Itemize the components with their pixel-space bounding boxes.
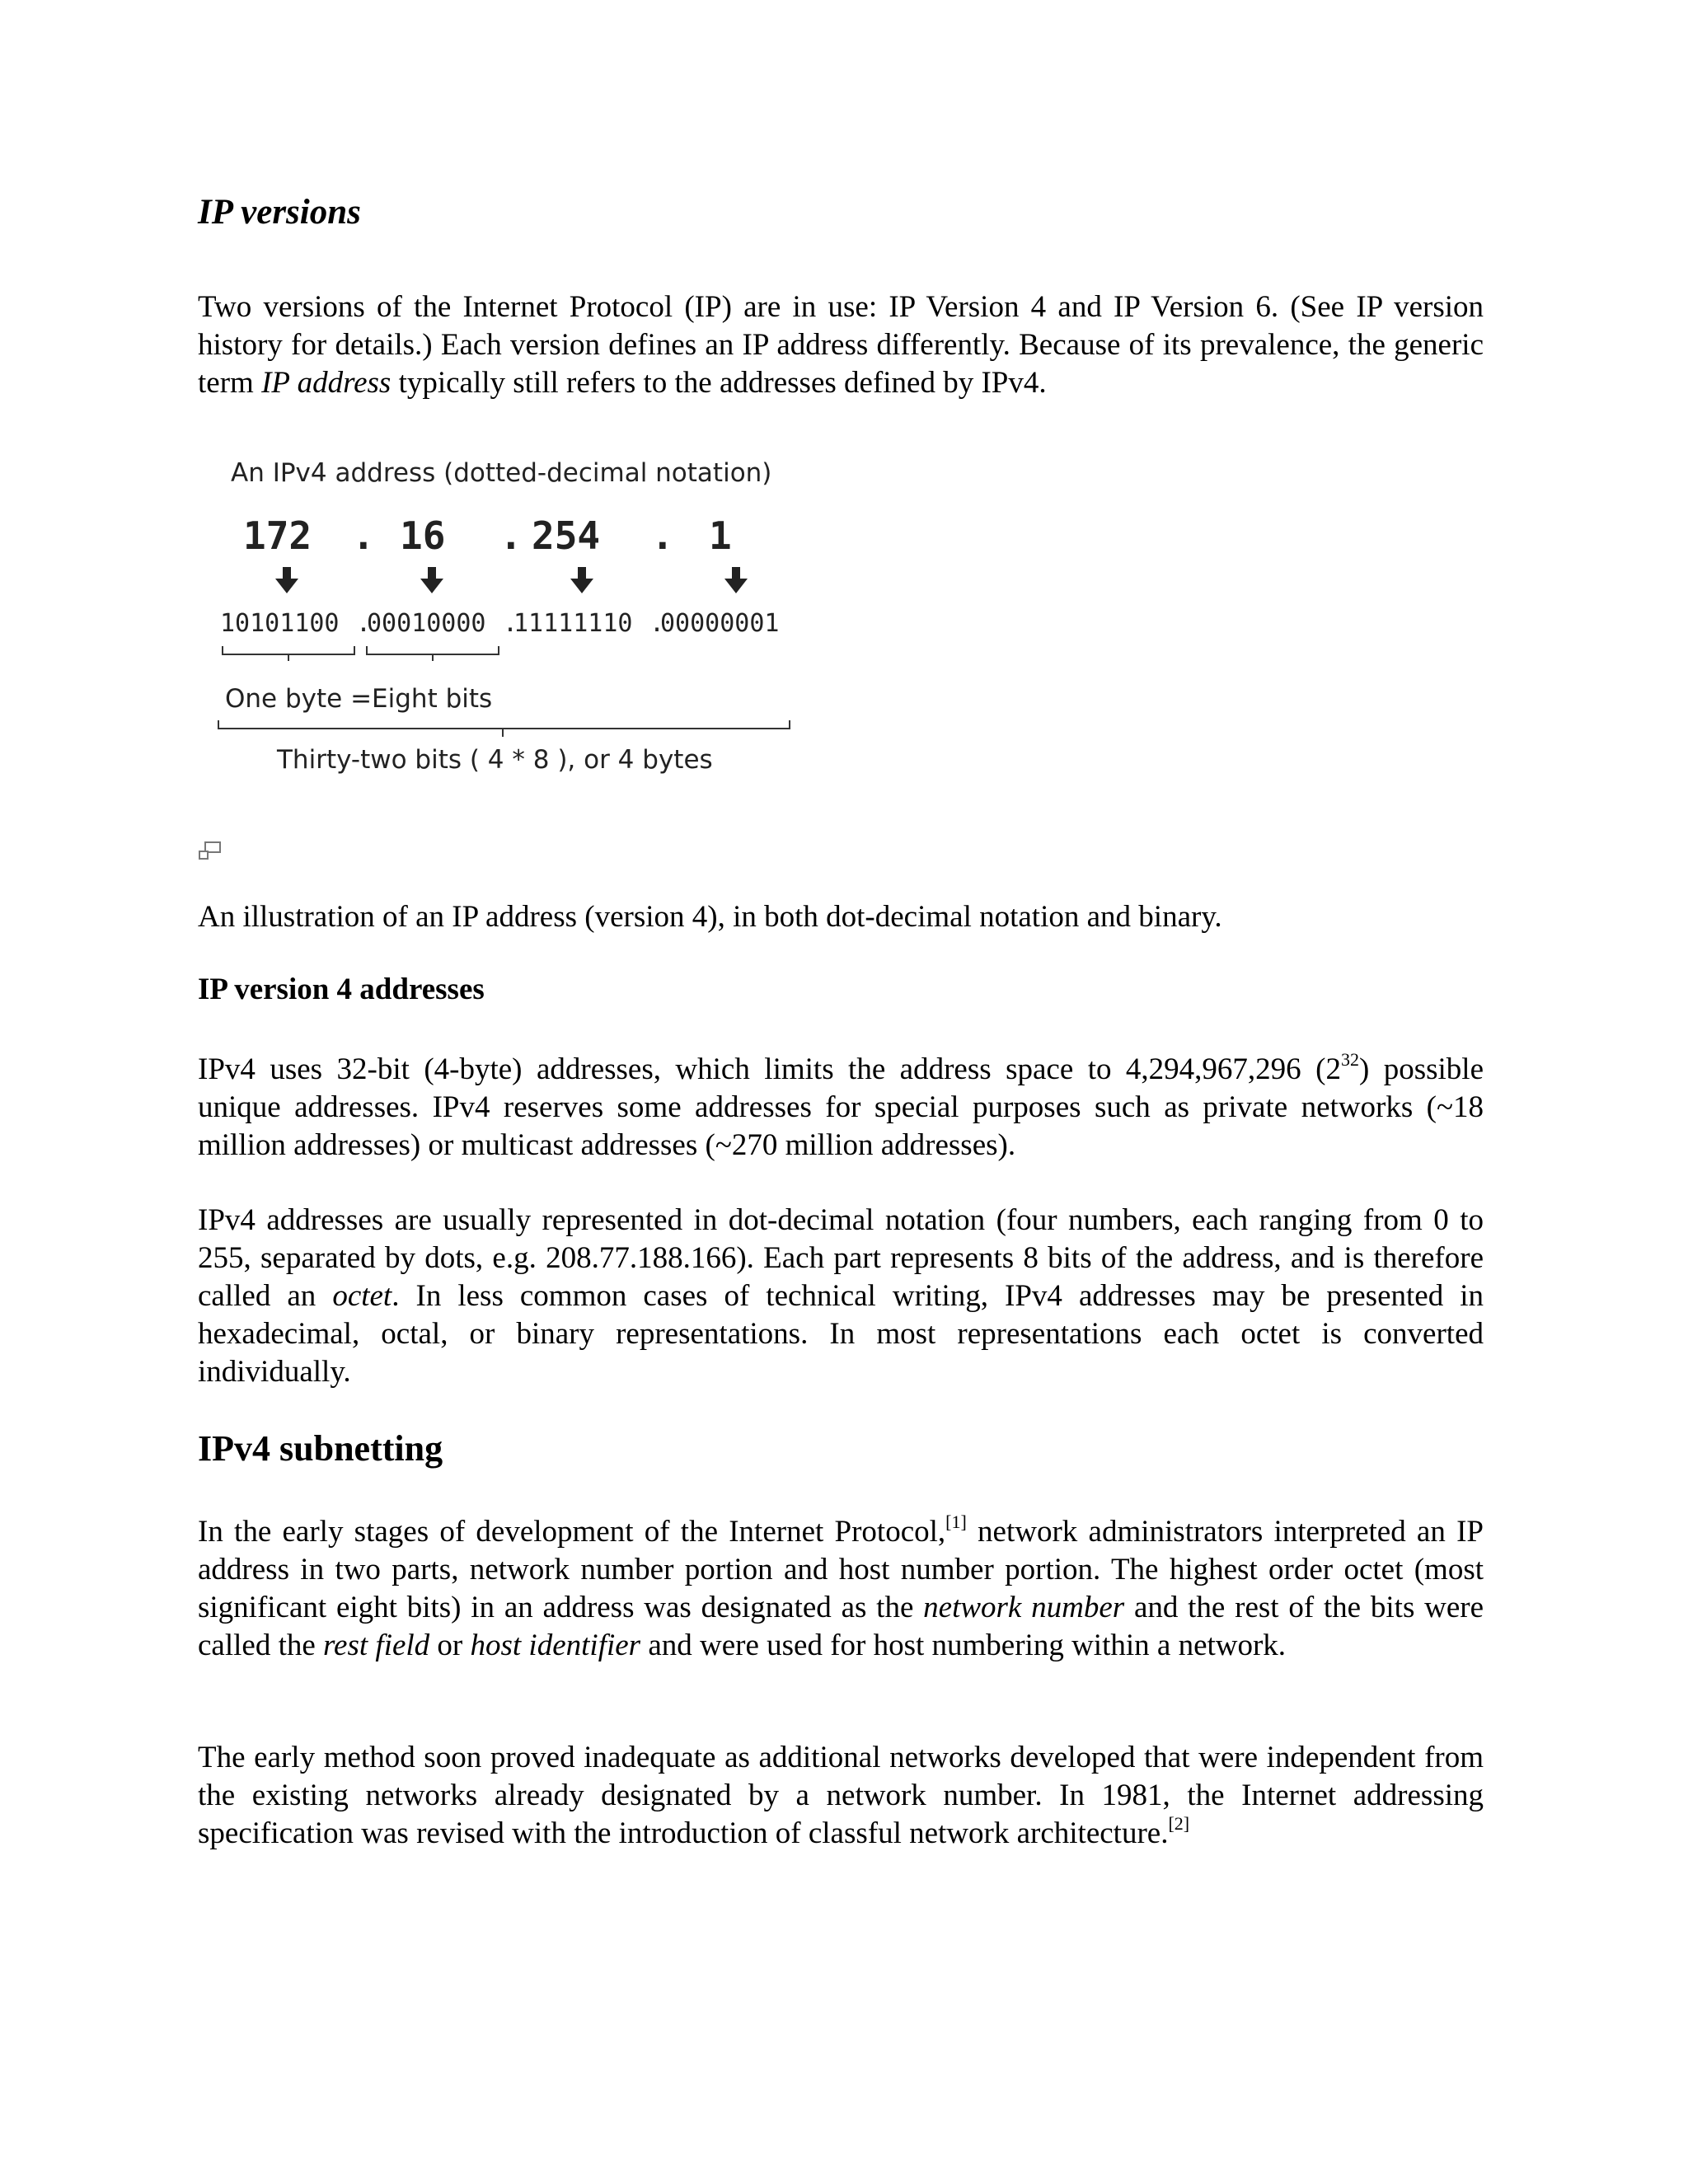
octet-decimal: 172 [243, 513, 312, 558]
emphasis-host-identifier: host identifier [470, 1629, 641, 1662]
dot-separator: . [651, 513, 674, 558]
heading-ip-version-4-addresses: IP version 4 addresses [198, 972, 485, 1006]
octet-binary: 00000001 [660, 609, 780, 638]
text-run: and the rest of the bits were called the [198, 1591, 1484, 1662]
text-run: or [429, 1629, 471, 1662]
text-run: Two versions of the Internet Protocol (IP) are in use: IP Version 4 and IP Version 6. (See IP version history for details.) Each version defines an IP address differently. Because of its prevalence, the generic term [198, 290, 1484, 400]
citation-link[interactable]: [2] [1168, 1813, 1190, 1834]
octet-binary: 00010000 [367, 609, 486, 638]
text-run: The early method soon proved inadequate as additional networks developed that were independent from the existing networks already designated by a network number. In 1981, the Internet addressing specification was revised with the introduction of classful network architecture. [198, 1741, 1484, 1850]
dot-separator: . [503, 609, 518, 638]
figure-title: An IPv4 address (dotted-decimal notation) [231, 458, 772, 488]
arrow-down-icon [420, 567, 443, 593]
superscript-exponent: 32 [1340, 1049, 1359, 1070]
citation-link[interactable]: [1] [945, 1511, 967, 1532]
text-run: network administrators interpreted an IP address in two parts, network number portion and host number portion. The highest order octet (most significant eight bits) in an address was designated as the [198, 1515, 1484, 1624]
figure-caption: An illustration of an IP address (version 4), in both dot-decimal notation and binary. [198, 900, 1222, 934]
octet-binary: 11111110 [513, 609, 633, 638]
emphasis-octet: octet [332, 1279, 392, 1313]
total-bits-bracket [218, 720, 790, 737]
paragraph-ipv4-address-space [198, 1051, 1484, 1165]
octet-decimal: 16 [400, 513, 446, 558]
text-run: ) possible unique addresses. IPv4 reserves some addresses for special purposes such as private networks (~18 million addresses) or multicast addresses (~270 million addresses). [198, 1052, 1484, 1162]
paragraph-early-stages [198, 1513, 1484, 1665]
heading-ip-versions: IP versions [198, 193, 361, 232]
dot-separator: . [352, 513, 375, 558]
dot-separator: . [499, 513, 523, 558]
text-run: typically still refers to the addresses defined by IPv4. [391, 366, 1047, 400]
octet-decimal: 254 [532, 513, 601, 558]
ipv4-address-figure [198, 452, 824, 790]
dot-separator: . [356, 609, 372, 638]
arrow-down-icon [275, 567, 298, 593]
byte-label: One byte =Eight bits [225, 684, 493, 714]
paragraph-ip-versions [198, 288, 1484, 402]
emphasis-rest-field: rest field [323, 1629, 430, 1662]
text-run: IPv4 addresses are usually represented in dot-decimal notation (four numbers, each ranging from 0 to 255, separated by dots, e.g. 208.77.188.166). Each part represents 8 bits of the address, and is therefore called an [198, 1203, 1484, 1313]
dot-separator: . [649, 609, 665, 638]
heading-ipv4-subnetting: IPv4 subnetting [198, 1428, 443, 1469]
text-run: In the early stages of development of the Internet Protocol, [198, 1515, 946, 1549]
arrow-down-icon [724, 567, 748, 593]
octet-decimal: 1 [709, 513, 732, 558]
paragraph-dot-decimal [198, 1202, 1484, 1391]
text-run: IPv4 uses 32-bit (4-byte) addresses, which limits the address space to 4,294,967,296 (2 [198, 1052, 1341, 1086]
enlarge-icon[interactable] [198, 841, 223, 862]
octet-binary: 10101100 [220, 609, 340, 638]
emphasis-network-number: network number [923, 1591, 1125, 1624]
total-bits-label: Thirty-two bits ( 4 * 8 ), or 4 bytes [277, 745, 713, 775]
arrow-down-icon [570, 567, 593, 593]
text-run: and were used for host numbering within a network. [640, 1629, 1287, 1662]
emphasis-ip-address: IP address [261, 366, 392, 400]
byte-bracket [367, 646, 499, 661]
byte-bracket [223, 646, 354, 661]
paragraph-early-method [198, 1739, 1484, 1853]
text-run: . In less common cases of technical writing, IPv4 addresses may be presented in hexadecimal, octal, or binary representations. In most representations each octet is converted individually. [198, 1279, 1484, 1389]
